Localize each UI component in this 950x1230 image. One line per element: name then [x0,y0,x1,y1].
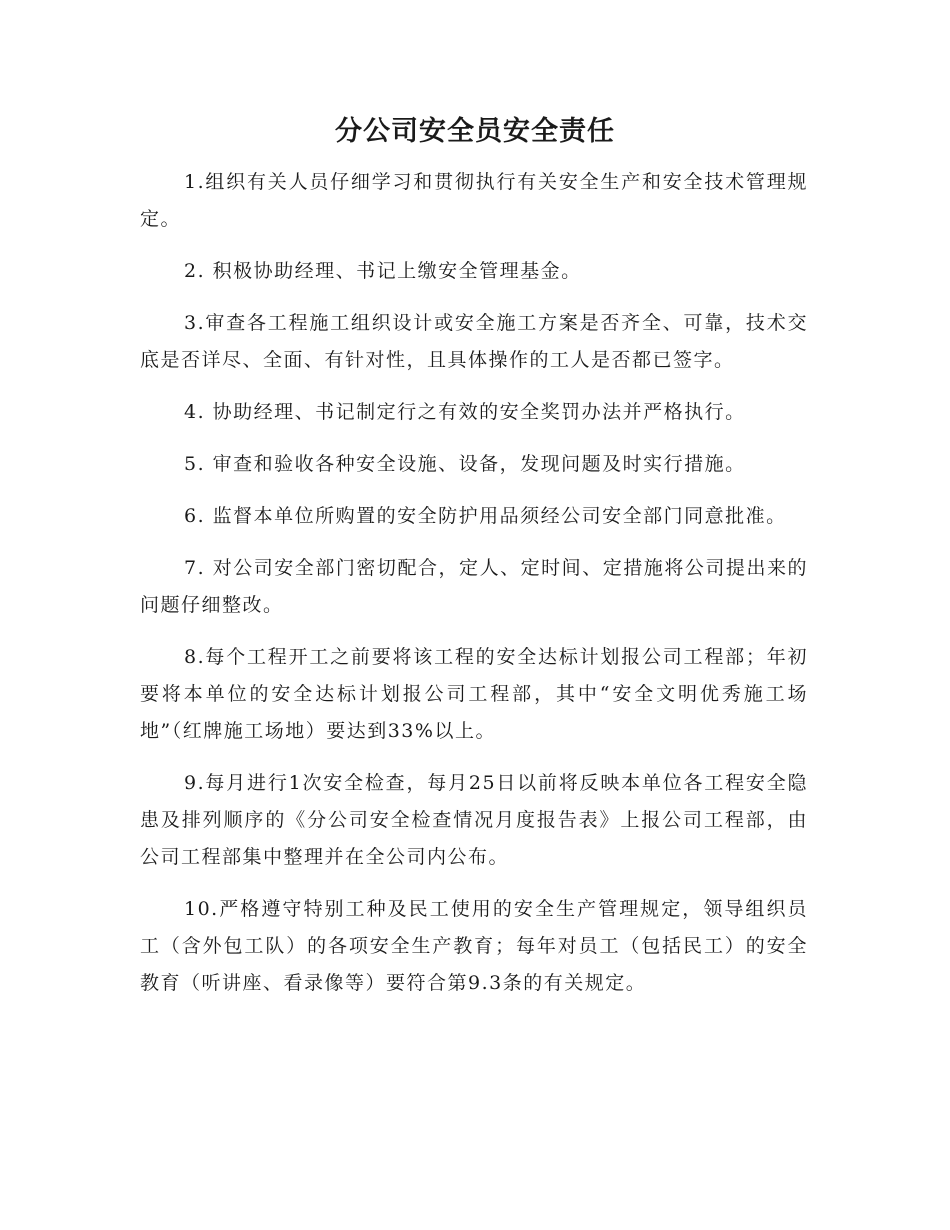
paragraph-1: 1.组织有关人员仔细学习和贯彻执行有关安全生产和安全技术管理规定。 [140,171,808,230]
paragraph-7: 7. 对公司安全部门密切配合，定人、定时间、定措施将公司提出来的问题仔细整改。 [140,557,808,616]
document-title: 分公司安全员安全责任 [335,116,615,147]
paragraph-9: 9.每月进行1次安全检查，每月25日以前将反映本单位各工程安全隐患及排列顺序的《分公司安全检查情况月度报告表》上报公司工程部，由公司工程部集中整理并在全公司内公布。 [140,772,808,868]
document-body [140,164,808,1017]
paragraph-5: 5. 审查和验收各种安全设施、设备，发现问题及时实行措施。 [184,453,746,475]
paragraph-6: 6. 监督本单位所购置的安全防护用品须经公司安全部门同意批准。 [184,505,787,527]
paragraph-3: 3.审查各工程施工组织设计或安全施工方案是否齐全、可靠，技术交底是否详尽、全面、有针对性，且具体操作的工人是否都已签字。 [140,312,808,371]
paragraph-10: 10.严格遵守特别工种及民工使用的安全生产管理规定，领导组织员工（含外包工队）的各项安全生产教育；每年对员工（包括民工）的安全教育（听讲座、看录像等）要符合第9.3条的有关规定。 [140,898,808,994]
paragraph-8: 8.每个工程开工之前要将该工程的安全达标计划报公司工程部；年初要将本单位的安全达标计划报公司工程部，其中“安全文明优秀施工场地”（红牌施工场地）要达到33%以上。 [140,646,808,742]
paragraph-2: 2. 积极协助经理、书记上缴安全管理基金。 [184,260,582,282]
paragraph-4: 4. 协助经理、书记制定行之有效的安全奖罚办法并严格执行。 [184,401,746,423]
